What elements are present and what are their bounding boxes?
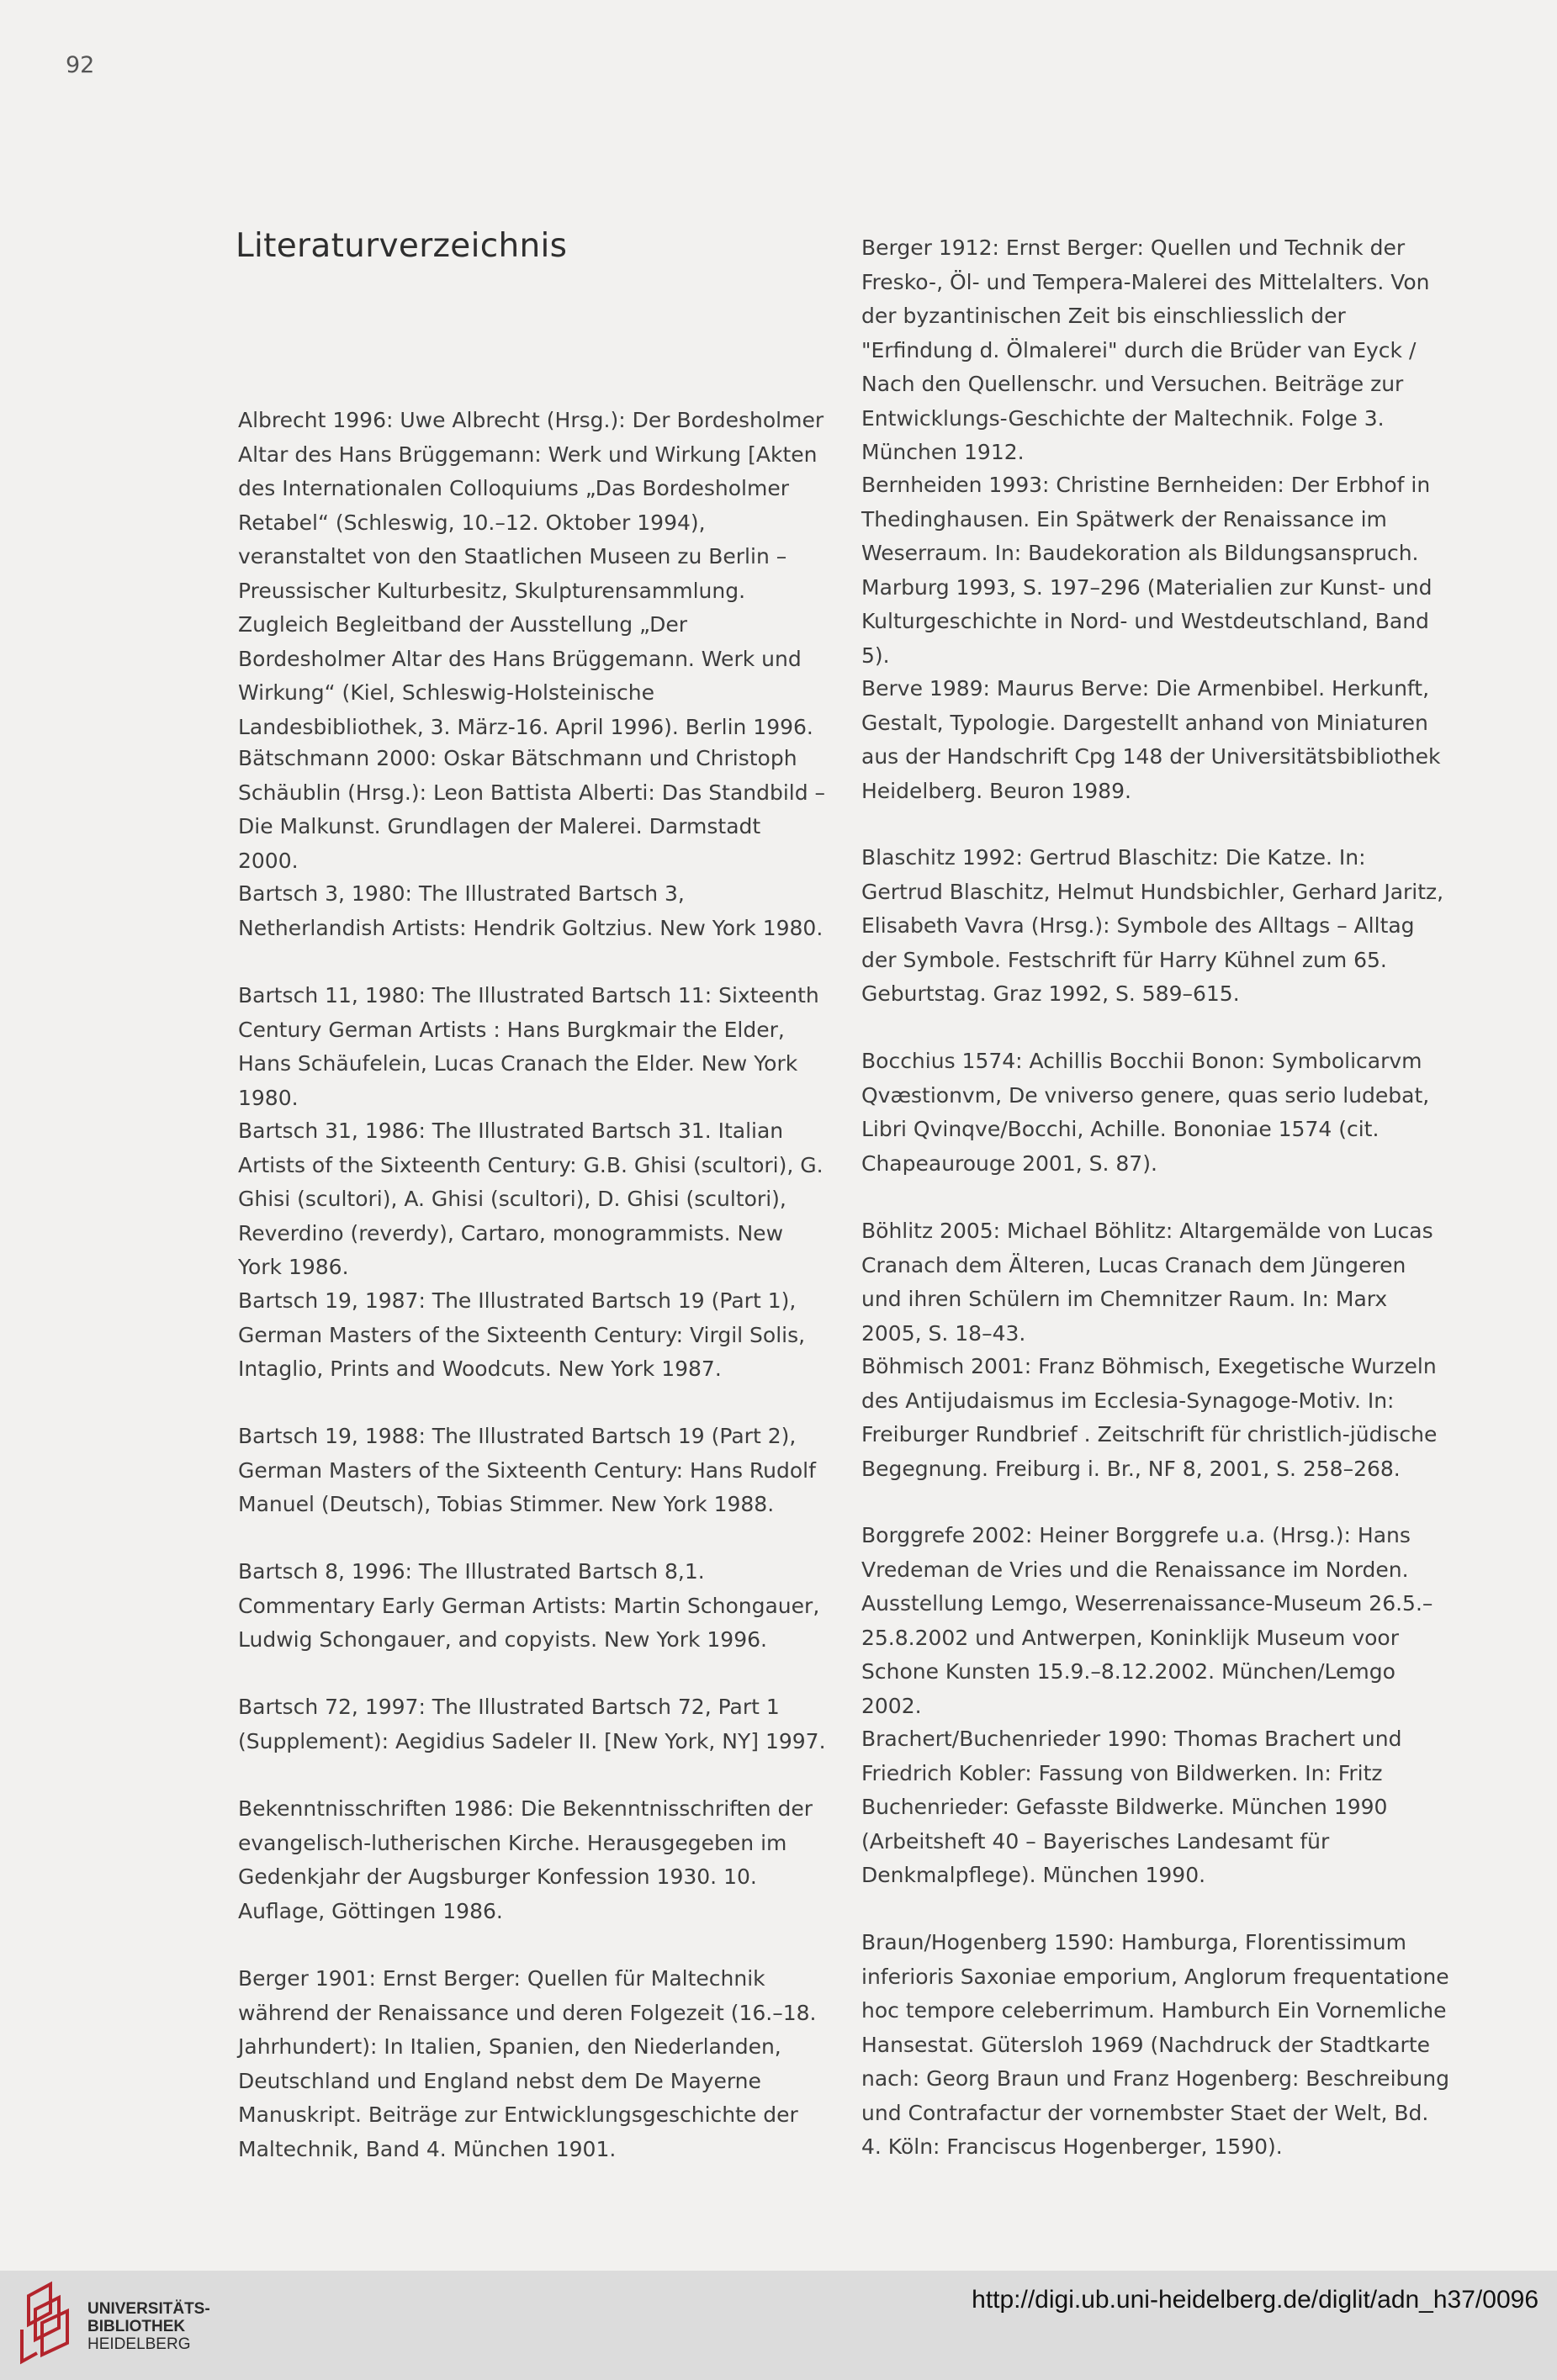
bibliography-entry: Böhmisch 2001: Franz Böhmisch, Exegetische Wurzeln des Antijudaismus im Ecclesia-Synagoge-Motiv. In: Freiburger Rundbrief . Zeitschrift für christlich-jüdische Begegnung. Freiburg i. Br., NF 8, 2001, S. 258–268. [861,1354,1438,1481]
bibliography-entry: Bartsch 11, 1980: The Illustrated Bartsch 11: Sixteenth Century German Artists : Hans Burgkmair the Elder, Hans Schäufelein, Lucas Cranach the Elder. New York 1980. [238,983,819,1110]
library-name-line: UNIVERSITÄTS- [87,2300,210,2318]
bibliography-entry: Albrecht 1996: Uwe Albrecht (Hrsg.): Der Bordesholmer Altar des Hans Brüggemann: Werk und Wirkung [Akten des Internationalen Colloquiums „Das Bordesholmer Retabel“ (Schleswig, 10.–12. Oktober 1994), veranstaltet von den Staatlichen Museen zu Berlin – Preussischer Kulturbesitz, Skulpturensammlung. Zugleich Begleitband der Ausstellung „Der Bordesholmer Altar des Hans Brüggemann. Werk und Wirkung“ (Kiel, Schleswig-Holsteinische Landesbibliothek, 3. März-16. April 1996). Berlin 1996. [238,408,824,739]
bibliography-entry: Bartsch 19, 1987: The Illustrated Bartsch 19 (Part 1), German Masters of the Sixteenth Century: Virgil Solis, Intaglio, Prints and Woodcuts. New York 1987. [238,1288,806,1381]
library-name [87,2300,210,2353]
source-url-link[interactable]: http://digi.ub.uni-heidelberg.de/diglit/adn_h37/0096 [972,2286,1538,2314]
bibliography-entry: Bocchius 1574: Achillis Bocchii Bonon: Symbolicarvm Qvæstionvm, De vniverso genere, quas serio ludebat, Libri Qvinqve/Bocchi, Achille. Bononiae 1574 (cit. Chapeaurouge 2001, S. 87). [861,1049,1430,1176]
bibliography-entry: Bartsch 19, 1988: The Illustrated Bartsch 19 (Part 2), German Masters of the Sixteenth Century: Hans Rudolf Manuel (Deutsch), Tobias Stimmer. New York 1988. [238,1424,816,1516]
bibliography-entry: Bartsch 31, 1986: The Illustrated Bartsch 31. Italian Artists of the Sixteenth Century: G.B. Ghisi (scultori), G. Ghisi (scultori), A. Ghisi (scultori), D. Ghisi (scultori), Reverdino (reverdy), Cartaro, monogrammists. New York 1986. [238,1119,824,1279]
bibliography-entry: Berger 1912: Ernst Berger: Quellen und Technik der Fresko-, Öl- und Tempera-Malerei des Mittelalters. Von der byzantinischen Zeit bis einschliesslich der "Erfindung d. Ölmalerei" durch die Brüder van Eyck / Nach den Quellenschr. und Versuchen. Beiträge zur Entwicklungs-Geschichte der Maltechnik. Folge 3. München 1912. [861,235,1430,464]
bibliography-entry: Braun/Hogenberg 1590: Hamburga, Florentissimum inferioris Saxoniae emporium, Anglorum frequentatione hoc tempore celeberrimum. Hamburch Ein Vornemliche Hansestat. Gütersloh 1969 (Nachdruck der Stadtkarte nach: Georg Braun und Franz Hogenberg: Beschreibung und Contrafactur der vornembster Staet der Welt, Bd. 4. Köln: Franciscus Hogenberger, 1590). [861,1930,1449,2159]
bibliography-entry: Brachert/Buchenrieder 1990: Thomas Brachert und Friedrich Kobler: Fassung von Bildwerken. In: Fritz Buchenrieder: Gefasste Bildwerke. München 1990 (Arbeitsheft 40 – Bayerisches Landesamt für Denkmalpflege). München 1990. [861,1727,1402,1887]
bibliography-entry: Bartsch 3, 1980: The Illustrated Bartsch 3, Netherlandish Artists: Hendrik Goltzius. New York 1980. [238,881,824,940]
bibliography-entry: Blaschitz 1992: Gertrud Blaschitz: Die Katze. In: Gertrud Blaschitz, Helmut Hundsbichler, Gerhard Jaritz, Elisabeth Vavra (Hrsg.): Symbole des Alltags – Alltag der Symbole. Festschrift für Harry Kühnel zum 65. Geburtstag. Graz 1992, S. 589–615. [861,845,1444,1006]
bibliography-entry: Böhlitz 2005: Michael Böhlitz: Altargemälde von Lucas Cranach dem Älteren, Lucas Cranach dem Jüngeren und ihren Schülern im Chemnitzer Raum. In: Marx 2005, S. 18–43. [861,1219,1433,1346]
bibliography-entry: Bätschmann 2000: Oskar Bätschmann und Christoph Schäublin (Hrsg.): Leon Battista Alberti: Das Standbild – Die Malkunst. Grundlagen der Malerei. Darmstadt 2000. [238,746,826,873]
bibliography-entry: Borggrefe 2002: Heiner Borggrefe u.a. (Hrsg.): Hans Vredeman de Vries und die Renaissance im Norden. Ausstellung Lemgo, Weserrenaissance-Museum 26.5.–25.8.2002 und Antwerpen, Koninklijk Museum voor Schone Kunsten 15.9.–8.12.2002. München/Lemgo 2002. [861,1523,1433,1718]
library-name-line: BIBLIOTHEK [87,2318,186,2335]
page-title: Literaturverzeichnis [236,227,568,265]
library-name-line: HEIDELBERG [87,2335,191,2353]
bibliography-entry: Berger 1901: Ernst Berger: Quellen für Maltechnik während der Renaissance und deren Folgezeit (16.–18. Jahrhundert): In Italien, Spanien, den Niederlanden, Deutschland und England nebst dem De Mayerne Manuskript. Beiträge zur Entwicklungsgeschichte der Maltechnik, Band 4. München 1901. [238,1966,817,2161]
page-number: 92 [66,52,95,78]
bibliography-entry: Berve 1989: Maurus Berve: Die Armenbibel. Herkunft, Gestalt, Typologie. Dargestellt anhand von Miniaturen aus der Handschrift Cpg 148 der Universitätsbibliothek Heidelberg. Beuron 1989. [861,676,1441,803]
library-logo-icon [17,2279,82,2370]
bibliography-entry: Bartsch 8, 1996: The Illustrated Bartsch 8,1. Commentary Early German Artists: Martin Schongauer, Ludwig Schongauer, and copyists. New York 1996. [238,1559,820,1652]
bibliography-entry: Bekenntnisschriften 1986: Die Bekenntnisschriften der evangelisch-lutherischen Kirche. Herausgegeben im Gedenkjahr der Augsburger Konfession 1930. 10. Auflage, Göttingen 1986. [238,1796,813,1923]
bibliography-entry: Bernheiden 1993: Christine Bernheiden: Der Erbhof in Thedinghausen. Ein Spätwerk der Renaissance im Weserraum. In: Baudekoration als Bildungsanspruch. Marburg 1993, S. 197–296 (Materialien zur Kunst- und Kulturgeschichte in Nord- und Westdeutschland, Band 5). [861,473,1433,668]
bibliography-entry: Bartsch 72, 1997: The Illustrated Bartsch 72, Part 1 (Supplement): Aegidius Sadeler II. [New York, NY] 1997. [238,1695,826,1753]
